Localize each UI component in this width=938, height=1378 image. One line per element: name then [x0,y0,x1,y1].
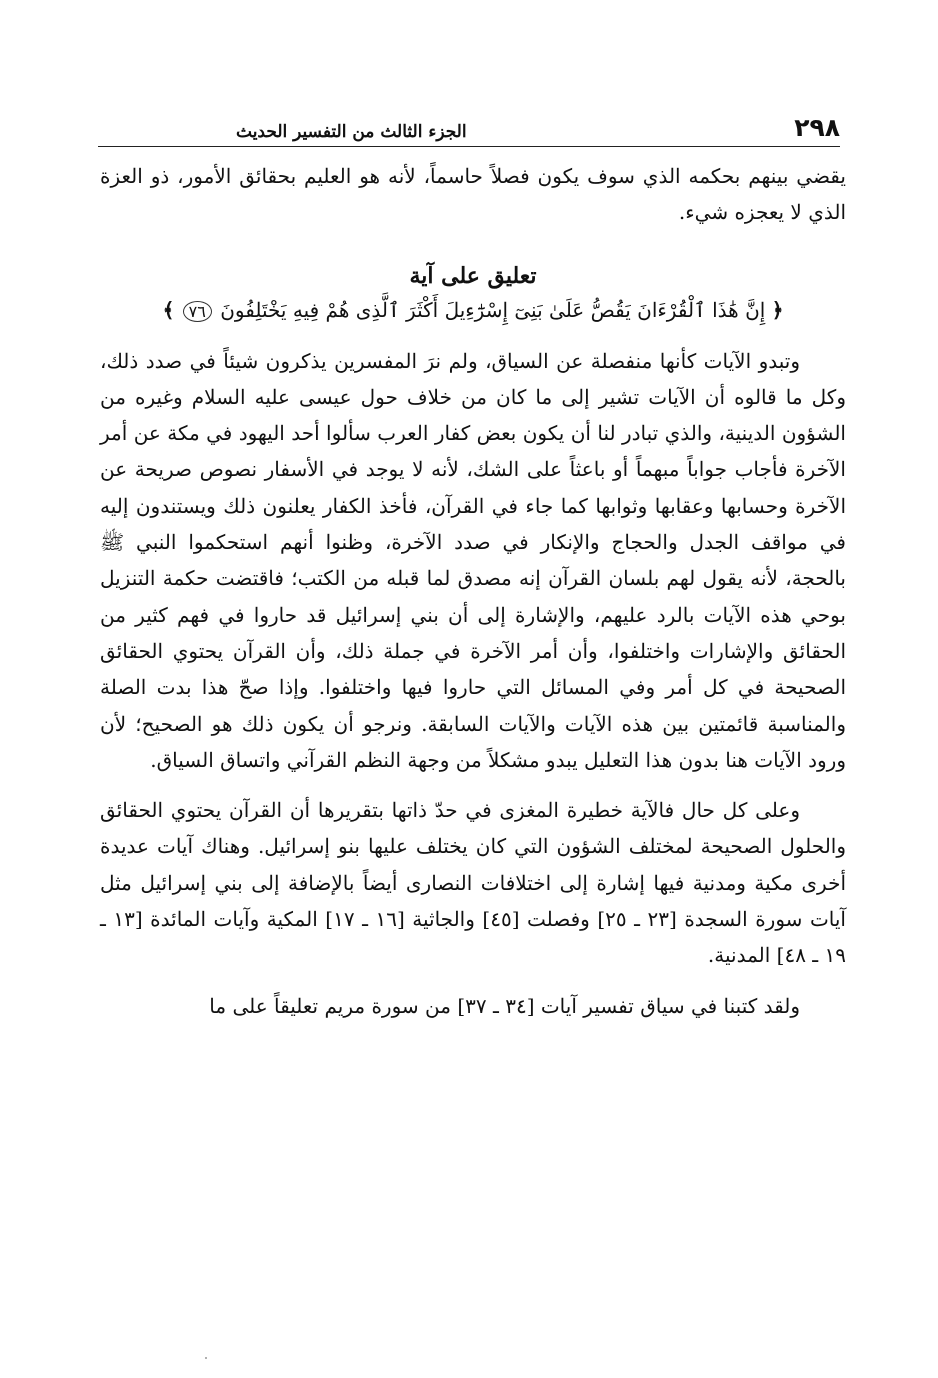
paragraph-4: ولقد كتبنا في سياق تفسير آيات [٣٤ ـ ٣٧] من سورة مريم تعليقاً على ما [209,993,800,1018]
page-header [98,108,840,142]
verse-number: ٧٦ [183,301,212,322]
running-title: الجزء الثالث من التفسير الحديث [236,122,467,142]
section-title: تعليق على آية [409,262,537,289]
paragraph-2: وتبدو الآيات كأنها منفصلة عن السياق، ولم نرَ المفسرين يذكرون شيئاً في صدد ذلك، وكل ما قالوه أن الآيات تشير إلى ما كان من خلاف حول عيسى عليه السلام وغيره من الشؤون الدينية، والذي تبادر لنا أن يكون بعض كفار العرب سألوا أحد اليهود في مكة عن أمر الآخرة فأجاب جواباً مبهماً أو باعثاً على الشك، لأنه لا يوجد في الأسفار نصوص صريحة عن الآخرة وحسابها وعقابها وثوابها كما جاء في القرآن، فأخذ الكفار يعلنون ذلك ويستندون إليه في مواقف الجدل والحجاج والإنكار في صدد الآخرة، وظنوا أنهم استحكموا النبي ﷺ بالحجة، لأنه يقول لهم بلسان القرآن إنه مصدق لما قبله من الكتب؛ فاقتضت حكمة التنزيل بوحي هذه الآيات بالرد عليهم، والإشارة إلى أن بني إسرائيل قد حاروا في فهم كثير من الحقائق والإشارات واختلفوا، وأن أمر الآخرة في جملة ذلك، وأن القرآن يحتوي الحقائق الصحيحة في كل أمر وفي المسائل التي حاروا فيها واختلفوا. وإذا صحّ هذا بدت الصلة والمناسبة قائمتين بين هذه الآيات والآيات السابقة. ونرجو أن يكون ذلك هو الصحيح؛ لأن ورود الآيات هنا بدون هذا التعليل يبدو مشكلاً من وجهة النظم القرآني واتساق السياق. [100,348,846,772]
page-body [100,158,846,1024]
paragraph-1: يقضي بينهم بحكمه الذي سوف يكون فصلاً حاسماً، لأنه هو العليم بحقائق الأمور، ذو العزة الذي لا يعجزه شيء. [100,164,846,225]
paragraph-3: وعلى كل حال فالآية خطيرة المغزى في حدّ ذاتها بتقريرها أن القرآن يحتوي الحقائق والحلول الصحيحة لمختلف الشؤون التي كان يختلف عليها بنو إسرائيل. وهناك آيات عديدة أخرى مكية ومدنية فيها إشارة إلى اختلافات النصارى أيضاً بالإضافة إلى بني إسرائيل مثل آيات سورة السجدة [٢٣ ـ ٢٥] وفصلت [٤٥] والجاثية [١٦ ـ ١٧] المكية وآيات المائدة [١٣ ـ ١٩ ـ ٤٨] المدنية. [100,798,847,968]
verse-text: إِنَّ هَٰذَا ٱلْقُرْءَانَ يَقُصُّ عَلَىٰ بَنِىٓ إِسْرَٰٓءِيلَ أَكْثَرَ ٱلَّذِى هُمْ فِيهِ يَخْتَلِفُونَ [220,297,766,322]
header-rule [98,146,840,147]
quran-verse [100,293,846,329]
scan-speck [205,1357,207,1359]
verse-open-bracket: ﴿ [771,297,784,322]
verse-close-bracket: ﴾ [162,297,175,322]
page-number: ٢٩٨ [794,113,840,142]
